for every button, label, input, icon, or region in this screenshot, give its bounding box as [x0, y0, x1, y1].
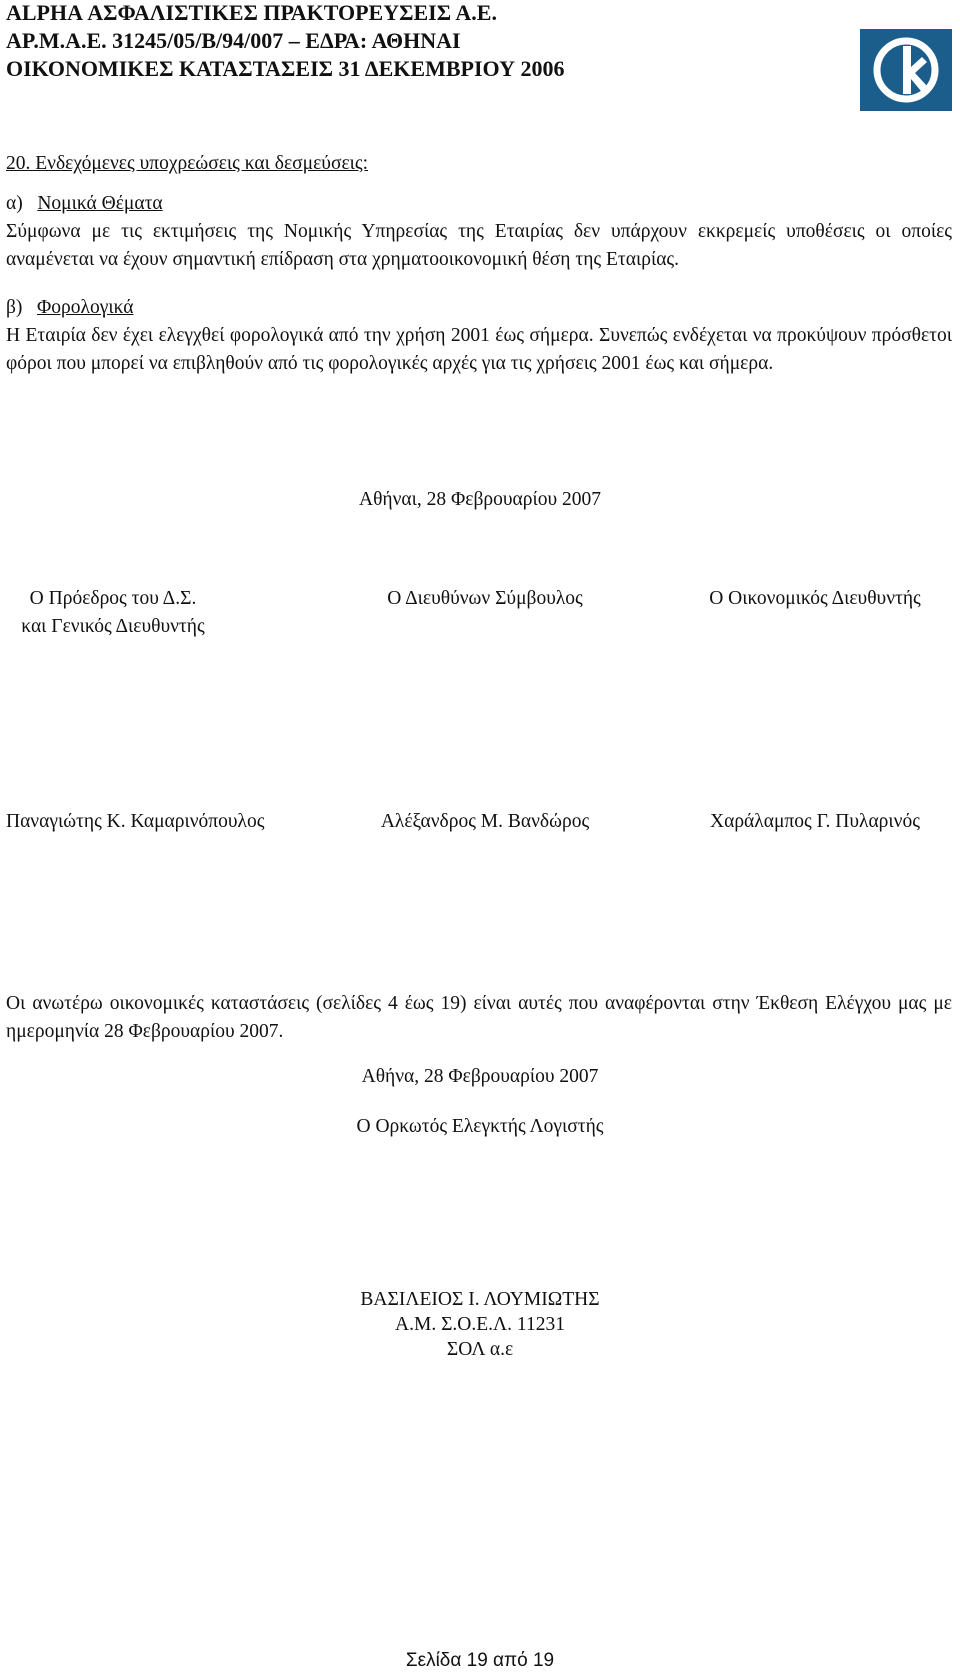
document-title: ΟΙΚΟΝΟΜΙΚΕΣ ΚΑΤΑΣΤΑΣΕΙΣ 31 ΔΕΚΕΜΒΡΙΟΥ 2006 [6, 56, 565, 81]
page-number: Σελίδα 19 από 19 [405, 1650, 555, 1671]
chair-title [8, 585, 218, 641]
auditor-title: Ο Ορκωτός Ελεγκτής Λογιστής [356, 1116, 604, 1137]
ceo-title: Ο Διευθύνων Σύμβουλος [387, 588, 583, 609]
company-registration: ΑΡ.Μ.Α.Ε. 31245/05/Β/94/007 – ΕΔΡΑ: ΑΘΗΝΑΙ [6, 28, 461, 53]
subsection-b-title: Φορολογικά [37, 297, 134, 318]
cfo-title: Ο Οικονομικός Διευθυντής [709, 588, 921, 609]
subsection-b-text: Η Εταιρία δεν έχει ελεγχθεί φορολογικά από την χρήση 2001 έως σήμερα. Συνεπώς ενδέχεται να προκύψουν πρόσθετοι φόροι που μπορεί να επιβληθούν από τις φορολογικές αρχές για τις χρήσεις 2001 έως και σήμερα. [6, 325, 952, 374]
subsection-a-title: Νομικά Θέματα [37, 193, 163, 214]
chair-title-line1: Ο Πρόεδρος του Δ.Σ. [29, 588, 197, 609]
ceo-name: Αλέξανδρος Μ. Βανδώρος [380, 811, 590, 832]
auditor-firm: ΣΟΛ α.ε [446, 1339, 514, 1360]
signing-date: Αθήναι, 28 Φεβρουαρίου 2007 [359, 489, 601, 510]
section-title: 20. Ενδεχόμενες υποχρεώσεις και δεσμεύσεις: [6, 153, 369, 174]
subsection-a-prefix: α) [6, 193, 23, 214]
chair-name: Παναγιώτης Κ. Καμαρινόπουλος [6, 811, 265, 832]
auditor-name: ΒΑΣΙΛΕΙΟΣ Ι. ΛΟΥΜΙΩΤΗΣ [360, 1289, 600, 1310]
auditor-statement: Οι ανωτέρω οικονομικές καταστάσεις (σελίδες 4 έως 19) είναι αυτές που αναφέρονται στην Έκθεση Ελέγχου μας με ημερομηνία 28 Φεβρουαρίου 2007. [6, 993, 952, 1042]
company-name: ALPHA ΑΣΦΑΛΙΣΤΙΚΕΣ ΠΡΑΚΤΟΡΕΥΣΕΙΣ Α.Ε. [6, 0, 497, 25]
subsection-b-heading [6, 294, 133, 322]
subsection-a-heading [6, 190, 163, 218]
auditor-date: Αθήνα, 28 Φεβρουαρίου 2007 [361, 1066, 599, 1087]
subsection-a-text: Σύμφωνα με τις εκτιμήσεις της Νομικής Υπηρεσίας της Εταιρίας δεν υπάρχουν εκκρεμείς υποθέσεις οι οποίες αναμένεται να έχουν σημαντική επίδραση στα χρηματοοικονομική θέση της Εταιρίας. [6, 221, 952, 270]
auditor-registry: Α.Μ. Σ.Ο.Ε.Λ. 11231 [395, 1314, 565, 1335]
subsection-b-prefix: β) [6, 297, 23, 318]
alpha-bank-logo-icon [860, 29, 952, 111]
cfo-name: Χαράλαμπος Γ. Πυλαρινός [710, 811, 920, 832]
chair-title-line2: και Γενικός Διευθυντής [21, 616, 205, 637]
